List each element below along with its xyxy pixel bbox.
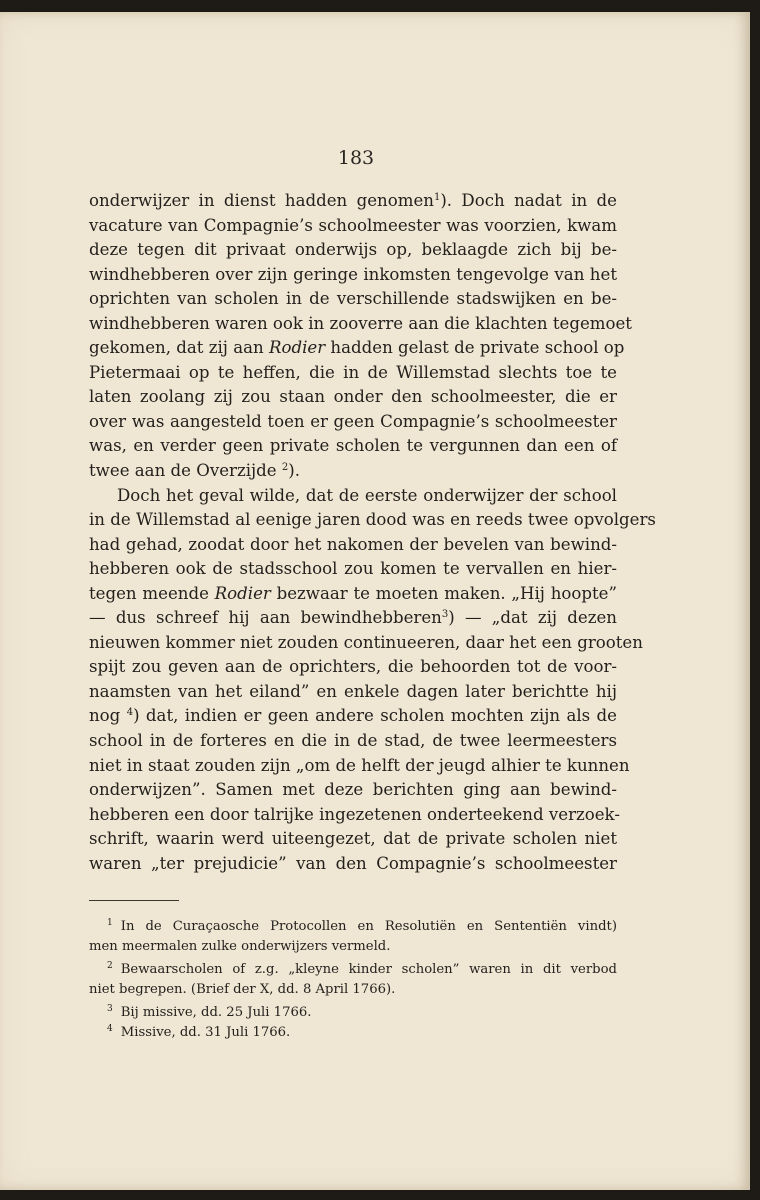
text-line: hebberen ook de stadsschool zou komen te vervallen en hier- [89,559,617,579]
text-line: waren „ter prejudicie” van den Compagnie’s schoolmeester [89,853,617,873]
text-line: nieuwen kommer niet zouden continueeren, daar het een grooten [89,632,643,652]
text-line: windhebberen waren ook in zooverre aan die klachten tegemoet [89,313,632,333]
footnote-divider [89,900,179,901]
text-line: was, en verder geen private scholen te vergunnen dan een of [89,436,617,456]
footnote-line: $^2$ Bewaarscholen of z.g. „kleyne kinder scholen” waren in dit verbod [107,961,617,977]
italic-name: Rodier [268,338,326,358]
footnote-ref: 1 [433,192,441,203]
footnote-ref: 4 [126,707,134,719]
text-line: oprichten van scholen in de verschillende stadswijken en be- [89,289,617,309]
footnote-line: $^3$ Bij missive, dd. 25 Juli 1766. [107,1004,312,1020]
text-line: laten zoolang zij zou staan onder den schoolmeester, die er [89,387,617,407]
text-line: hebberen een door talrijke ingezetenen onderteekend verzoek- [89,804,620,824]
text-line: over was aangesteld toen er geen Compagnie’s schoolmeester [89,411,617,431]
text-line: — dus schreef hij aan bewindhebberen$^3$) — „dat zij dezen [89,608,617,628]
text-line: naamsten van het eiland” en enkele dagen later berichtte hij [89,681,617,701]
text-line: windhebberen over zijn geringe inkomsten tengevolge van het [89,264,617,284]
footnotes [89,917,617,1042]
footnote-ref: 2 [281,462,289,474]
text-line: niet in staat zouden zijn „om de helft der jeugd alhier te kunnen [89,755,630,775]
text-line: deze tegen dit privaat onderwijs op, beklaagde zich bij be- [89,240,617,260]
text-line: in de Willemstad al eenige jaren dood was en reeds twee opvolgers [89,510,656,530]
text-line: gekomen, dat zij aan Rodier hadden gelast de private school op [89,338,625,358]
text-line: had gehad, zoodat door het nakomen der bevelen van bewind- [89,534,617,554]
book-page [0,12,750,1190]
text-line: Pietermaai op te heffen, die in de Willemstad slechts toe te [89,362,617,382]
footnote-line: niet begrepen. (Brief der X, dd. 8 April 1766). [89,981,396,997]
body-text [89,189,656,876]
footnote-line: $^4$ Missive, dd. 31 Juli 1766. [107,1023,291,1040]
footnote-ref: 3 [441,609,449,621]
footnote-line: $^1$ In de Curaçaosche Protocollen en Resolutiën en Sententiën vindt) [107,918,617,934]
footnote-number: 1 [107,918,113,928]
footnote-number: 4 [107,1023,113,1034]
page-number: 183 [337,147,375,169]
text-line: school in de forteres en die in de stad, de twee leermeesters [89,731,617,751]
text-line: tegen meende Rodier bezwaar te moeten maken. „Hij hoopte” [89,583,617,603]
footnote-number: 3 [107,1004,113,1014]
text-line: vacature van Compagnie’s schoolmeester was voorzien, kwam [89,215,617,235]
text-line: Doch het geval wilde, dat de eerste onderwijzer der school [117,485,617,505]
text-line: nog $^4$) dat, indien er geen andere scholen mochten zijn als de [89,706,617,726]
text-line: schrift, waarin werd uiteengezet, dat de private scholen niet [89,829,617,849]
footnote-number: 2 [107,961,113,971]
text-line: onderwijzer in dienst hadden genomen$^1$). Doch nadat in de [89,191,617,210]
italic-name: Rodier [214,583,271,603]
text-line: spijt zou geven aan de oprichters, die behoorden tot de voor- [89,657,617,677]
footnote-line: men meermalen zulke onderwijzers vermeld. [89,938,391,954]
text-line: onderwijzen”. Samen met deze berichten ging aan bewind- [89,780,617,800]
text-line: twee aan de Overzijde $^2$). [89,461,301,481]
